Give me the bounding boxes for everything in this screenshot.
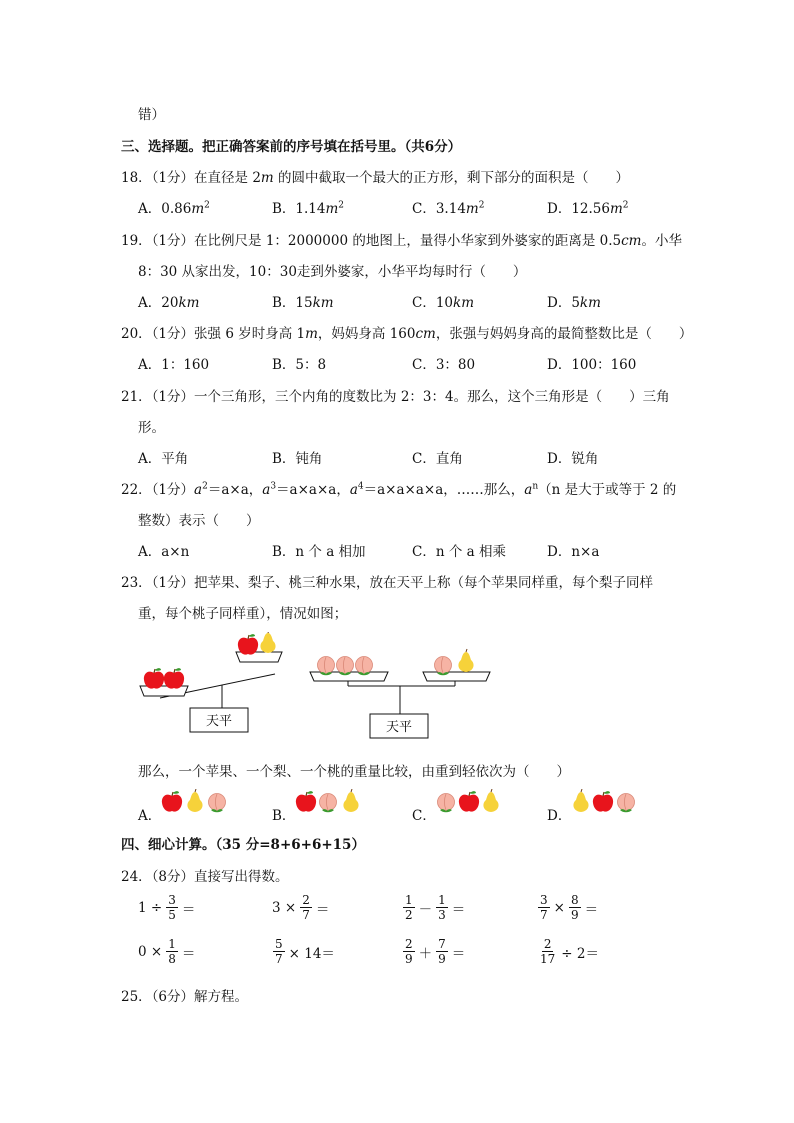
question-19-line2: 8：30 从家出发，10：30走到外婆家，小华平均每时行（ ） xyxy=(138,264,527,280)
option-c[interactable]: C．n 个 a 相乘 xyxy=(412,544,506,560)
option-c[interactable]: C．$3.14m^2$ xyxy=(412,200,485,217)
apple-icon xyxy=(162,791,182,812)
scale-2 xyxy=(310,649,490,738)
option-d[interactable]: D．100：160 xyxy=(547,357,637,373)
calc-item-7: $\frac{2}{9}$ ＋ $\frac{7}{9}$ ＝ xyxy=(405,937,466,966)
question-23-line2: 重，每个桃子同样重），情况如图； xyxy=(138,606,348,622)
peach-icon xyxy=(320,794,337,813)
question-score: （1分） xyxy=(151,170,195,186)
apple-icon xyxy=(238,634,258,655)
continued-text: 错） xyxy=(138,107,165,123)
scale-label: 天平 xyxy=(205,714,233,729)
scale-1 xyxy=(140,632,282,732)
option-a[interactable]: A．平角 xyxy=(138,451,189,467)
question-23-line3: 那么，一个苹果、一个梨、一个桃的重量比较，由重到轻依次为（ ） xyxy=(138,764,570,780)
option-b[interactable]: B．$1.14m^2$ xyxy=(272,200,345,217)
question-19: 19．（1分）在比例尺是 1：2000000 的地图上，量得小华家到外婆家的距离是 0.5cm。小华 xyxy=(121,233,682,249)
question-24: 24．（8分）直接写出得数。 xyxy=(121,869,289,885)
option-a[interactable]: A．$0.86m^2$ xyxy=(138,200,210,217)
option-c-fruits xyxy=(434,789,504,815)
apple-icon xyxy=(459,791,479,812)
pear-icon xyxy=(483,789,498,812)
option-d[interactable]: D．锐角 xyxy=(547,451,599,467)
option-d[interactable]: D．5km xyxy=(547,295,601,311)
option-b[interactable]: B．钝角 xyxy=(272,451,323,467)
pear-icon xyxy=(260,632,275,653)
peach-icon xyxy=(618,794,635,813)
option-c[interactable]: C．直角 xyxy=(412,451,463,467)
question-21-line2: 形。 xyxy=(138,420,165,436)
pear-icon xyxy=(573,789,588,812)
option-a[interactable]: A．a×n xyxy=(138,544,190,560)
option-c[interactable]: C．3：80 xyxy=(412,357,476,373)
option-b-fruits xyxy=(294,789,364,815)
question-22-line2: 整数）表示（ ） xyxy=(138,513,260,529)
scale-label: 天平 xyxy=(385,720,413,735)
option-d[interactable]: D．n×a xyxy=(547,544,600,560)
calc-item-1: 1 ÷ $\frac{3}{5}$ ＝ xyxy=(138,893,196,922)
peach-icon xyxy=(438,794,455,813)
option-b[interactable]: B．15km xyxy=(272,295,334,311)
unit: m xyxy=(260,170,274,186)
option-d[interactable]: D．$12.56m^2$ xyxy=(547,200,629,217)
peach-icon xyxy=(209,794,226,813)
question-21: 21．（1分）一个三角形，三个内角的度数比为 2：3：4。那么，这个三角形是（ ）三角 xyxy=(121,389,670,405)
question-23: 23．（1分）把苹果、梨子、桃三种水果，放在天平上称（每个苹果同样重，每个梨子同样 xyxy=(121,575,654,591)
option-a[interactable]: A． xyxy=(138,808,162,824)
calc-item-5: 0 × $\frac{1}{8}$ ＝ xyxy=(138,937,196,966)
option-b[interactable]: B．5：8 xyxy=(272,357,327,373)
pear-icon xyxy=(343,789,358,812)
calc-item-8: $\frac{2}{17}$ ÷ 2＝ xyxy=(540,937,599,966)
apple-icon xyxy=(164,668,184,689)
question-number: 18． xyxy=(121,170,152,186)
question-text: 在直径是 xyxy=(194,170,253,186)
option-b[interactable]: B．n 个 a 相加 xyxy=(272,544,366,560)
option-a-fruits xyxy=(160,789,230,815)
pear-icon xyxy=(187,789,202,812)
question-text: 的圆中截取一个最大的正方形，剩下部分的面积是（ ） xyxy=(273,170,630,186)
question-25: 25．（6分）解方程。 xyxy=(121,989,249,1005)
balance-figure xyxy=(130,632,650,750)
pear-icon xyxy=(458,649,473,672)
option-a[interactable]: A．1：160 xyxy=(138,357,210,373)
question-20: 20．（1分）张强 6 岁时身高 1m，妈妈身高 160cm，张强与妈妈身高的最简整数比是（ ） xyxy=(121,326,693,342)
option-c[interactable]: C． xyxy=(412,808,436,824)
calc-item-2: 3 × $\frac{2}{7}$ ＝ xyxy=(272,893,330,922)
section-title-3: 三、选择题。把正确答案前的序号填在括号里。（共6分） xyxy=(121,139,462,155)
question-18 xyxy=(121,166,629,186)
option-b[interactable]: B． xyxy=(272,808,296,824)
apple-icon xyxy=(296,791,316,812)
calc-item-3: $\frac{1}{2}$ － $\frac{1}{3}$ ＝ xyxy=(405,893,466,922)
option-d[interactable]: D． xyxy=(547,808,572,824)
question-22: 22．（1分）$a^2=a\times a$，$a^3=a\times a\times a$，$a^4=a\times a\times a\times a$，……那么，$a^n(n$ 是大于或等于 2 的 xyxy=(121,481,677,498)
apple-icon xyxy=(144,668,164,689)
value: 2 xyxy=(252,170,261,186)
calc-item-4: $\frac{3}{7}$ × $\frac{8}{9}$ ＝ xyxy=(540,893,599,922)
option-a[interactable]: A．20km xyxy=(138,295,200,311)
calc-item-6: $\frac{5}{7}$ × 14＝ xyxy=(275,937,335,966)
apple-icon xyxy=(593,791,613,812)
section-title-4: 四、细心计算。（35 分=8+6+6+15） xyxy=(121,837,365,853)
option-d-fruits xyxy=(569,789,639,815)
option-c[interactable]: C．10km xyxy=(412,295,475,311)
